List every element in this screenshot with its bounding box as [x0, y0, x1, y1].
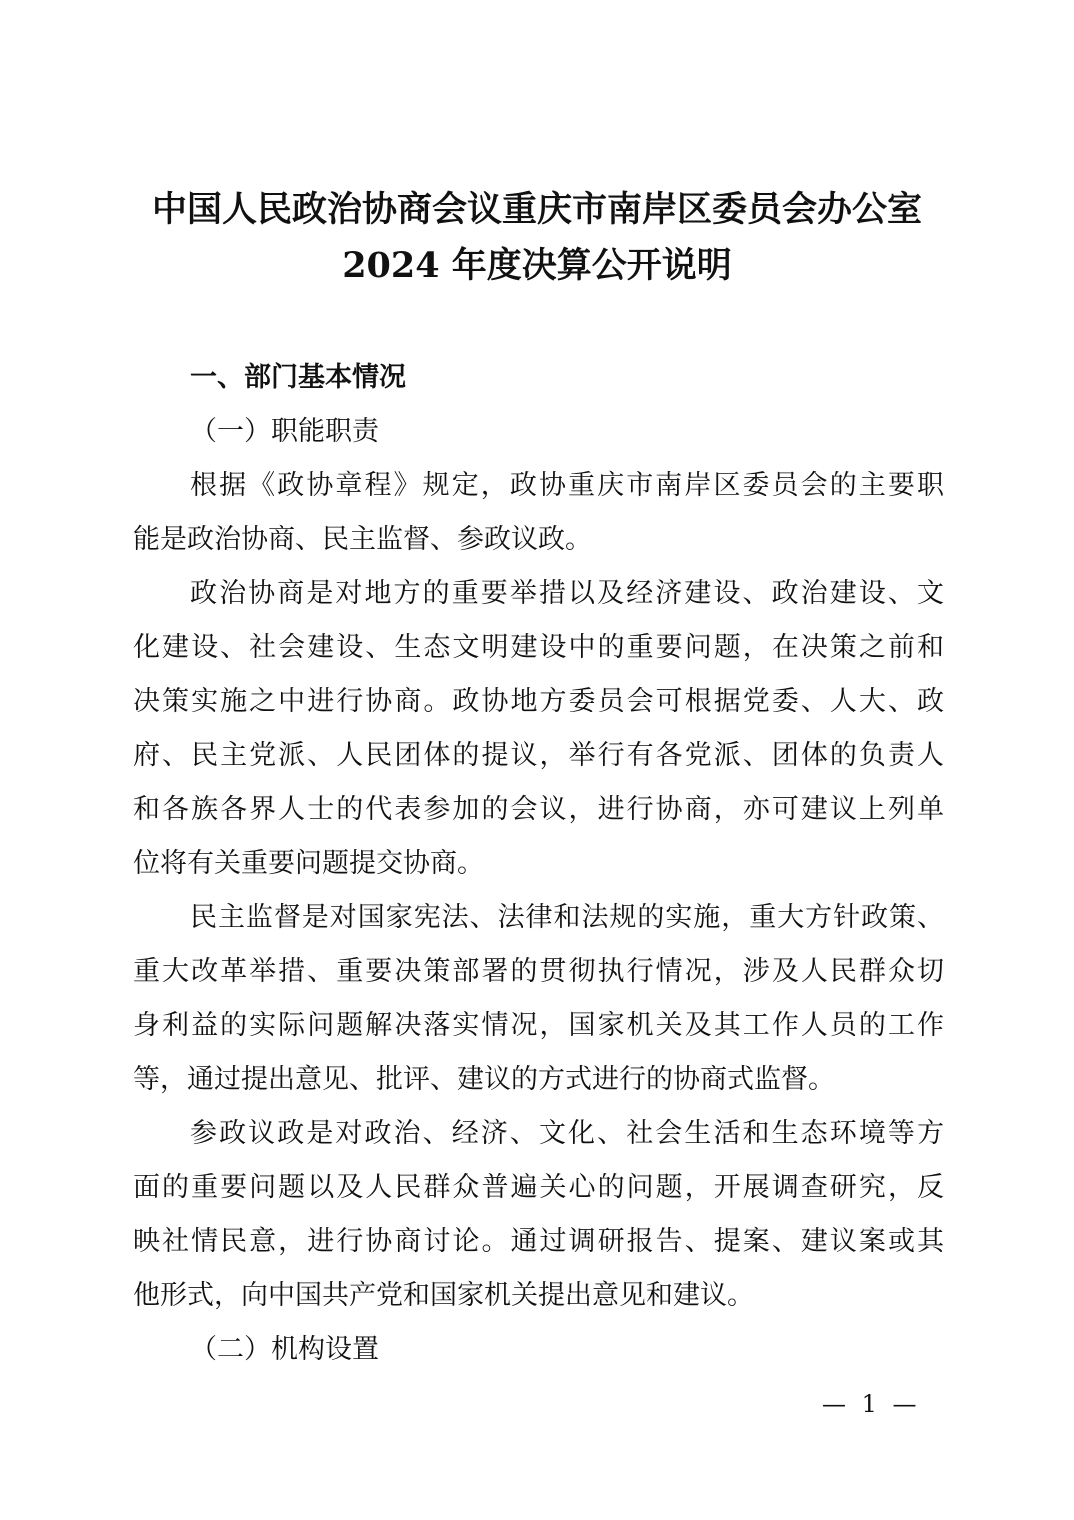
paragraph-line: 参政议政是对政治、经济、文化、社会生活和生态环境等方	[190, 1118, 944, 1149]
subsection-heading: （一）职能职责	[190, 416, 379, 447]
paragraph-line: 民主监督是对国家宪法、法律和法规的实施，重大方针政策、	[190, 902, 944, 933]
paragraph-line: 府、民主党派、人民团体的提议，举行有各党派、团体的负责人	[133, 740, 944, 771]
paragraph-line: 重大改革举措、重要决策部署的贯彻执行情况，涉及人民群众切	[133, 956, 944, 987]
paragraph-line: 位将有关重要问题提交协商。	[133, 848, 484, 879]
paragraph-line: 化建设、社会建设、生态文明建设中的重要问题，在决策之前和	[133, 632, 944, 663]
paragraph-line: 政治协商是对地方的重要举措以及经济建设、政治建设、文	[190, 578, 944, 609]
paragraph-line: 面的重要问题以及人民群众普遍关心的问题，开展调查研究，反	[133, 1172, 944, 1203]
paragraph	[133, 1107, 944, 1323]
title-line-2: 2024 年度决算公开说明	[342, 245, 732, 286]
paragraph-line: 能是政治协商、民主监督、参政议政。	[133, 524, 592, 555]
paragraph-line: 映社情民意，进行协商讨论。通过调研报告、提案、建议案或其	[133, 1226, 944, 1257]
paragraph-line: 决策实施之中进行协商。政协地方委员会可根据党委、人大、政	[133, 686, 944, 717]
subsection-heading: （二）机构设置	[190, 1334, 379, 1365]
title-line-1: 中国人民政治协商会议重庆市南岸区委员会办公室	[151, 189, 922, 230]
section-heading: 一、部门基本情况	[190, 362, 406, 393]
paragraph	[133, 891, 944, 1107]
paragraph-line: 和各族各界人士的代表参加的会议，进行协商，亦可建议上列单	[133, 794, 944, 825]
paragraph-line: 根据《政协章程》规定，政协重庆市南岸区委员会的主要职	[190, 470, 944, 501]
paragraph	[133, 459, 944, 567]
document-body	[133, 351, 944, 1377]
paragraph-line: 身利益的实际问题解决落实情况，国家机关及其工作人员的工作	[133, 1010, 944, 1041]
paragraph	[133, 567, 944, 891]
document-title	[0, 182, 1074, 294]
page-number: — 1 —	[822, 1390, 921, 1418]
paragraph-line: 等，通过提出意见、批评、建议的方式进行的协商式监督。	[133, 1064, 835, 1095]
paragraph-line: 他形式，向中国共产党和国家机关提出意见和建议。	[133, 1280, 754, 1311]
